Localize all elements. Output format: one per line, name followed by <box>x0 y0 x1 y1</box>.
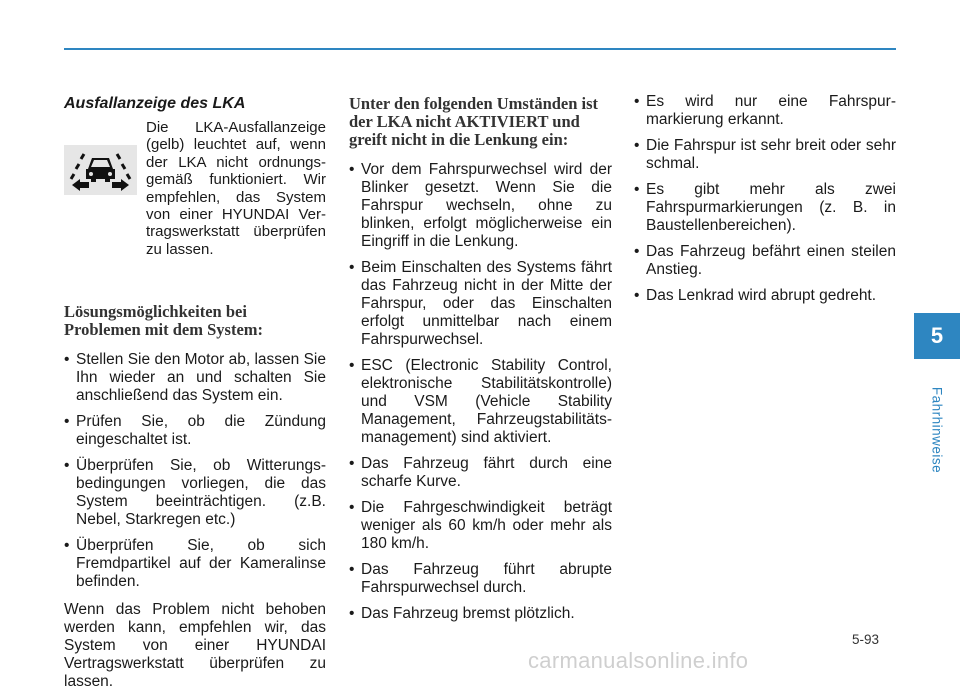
list-item: • Überprüfen Sie, ob Witterungs-bedingungen vorliegen, die das System beeinträchtigen. (z.B. Nebel, Starkregen etc.) <box>64 457 326 529</box>
list-item: • Das Lenkrad wird abrupt gedreht. <box>634 287 896 305</box>
column-right <box>634 92 896 313</box>
list-item: • Vor dem Fahrspurwechsel wird der Blinker gesetzt. Wenn Sie die Fahrspur wechseln, ohne zu blinken, erfolgt möglicherweise ein Eingriff in die Lenkung. <box>349 161 612 251</box>
conditions-list <box>349 161 612 623</box>
chapter-tab[interactable]: 5 <box>914 313 960 359</box>
list-item: • Die Fahrspur ist sehr breit oder sehr schmal. <box>634 137 896 173</box>
lka-indicator-heading: Ausfallanzeige des LKA <box>64 95 246 112</box>
list-item: • Das Fahrzeug führt abrupte Fahrspurwechsel durch. <box>349 561 612 597</box>
solutions-list <box>64 351 326 591</box>
list-item: • Das Fahrzeug bremst plötzlich. <box>349 605 612 623</box>
conditions-list-continued <box>634 93 896 305</box>
lka-indicator-block <box>64 119 326 277</box>
watermark: carmanualsonline.info <box>528 648 749 673</box>
column-left <box>64 92 326 691</box>
list-item: • Prüfen Sie, ob die Zündung eingeschaltet ist. <box>64 413 326 449</box>
list-item: • Es gibt mehr als zwei Fahrspurmarkierungen (z. B. in Baustellenbereichen). <box>634 181 896 235</box>
lka-indicator-text: Die LKA-Ausfallanzeige (gelb) leuchtet auf, wenn der LKA nicht ordnungs-gemäß funktioniert. Wir empfehlen, das System von einer HYUNDAI Ver-tragswerkstatt überprüfen zu lassen. <box>146 119 326 258</box>
list-item: • Das Fahrzeug fährt durch eine scharfe Kurve. <box>349 455 612 491</box>
list-item: • Es wird nur eine Fahrspur-markierung erkannt. <box>634 93 896 129</box>
list-item: • Stellen Sie den Motor ab, lassen Sie Ihn wieder an und schalten Sie anschließend das System ein. <box>64 351 326 405</box>
list-item: • Die Fahrgeschwindigkeit beträgt weniger als 60 km/h oder mehr als 180 km/h. <box>349 499 612 553</box>
list-item: • Überprüfen Sie, ob sich Fremdpartikel auf der Kameralinse befinden. <box>64 537 326 591</box>
list-item: • ESC (Electronic Stability Control, elektronische Stabilitätskontrolle) und VSM (Vehicle Stability Management, Fahrzeugstabilitäts-management) sind aktiviert. <box>349 357 612 447</box>
column-middle <box>349 92 612 631</box>
lka-malfunction-icon <box>64 145 137 195</box>
page-number: 5-93 <box>852 632 880 647</box>
conditions-heading: Unter den folgenden Umständen ist der LKA nicht AKTIVIERT und greift nicht in die Lenkung ein: <box>349 94 599 149</box>
chapter-label: Fahrhinweise <box>929 386 945 474</box>
solutions-closing-paragraph: Wenn das Problem nicht behoben werden kann, empfehlen wir, das System von einer HYUNDAI Vertragswerkstatt überprüfen zu lassen. <box>64 601 326 690</box>
list-item: • Das Fahrzeug befährt einen steilen Anstieg. <box>634 243 896 279</box>
header-rule <box>64 48 896 50</box>
list-item: • Beim Einschalten des Systems fährt das Fahrzeug nicht in der Mitte der Fahrspur, oder das Einschalten erfolgt unmittelbar nach einem Fahrspurwechsel. <box>349 259 612 349</box>
solutions-heading: Lösungsmöglichkeiten bei Problemen mit dem System: <box>64 302 264 339</box>
